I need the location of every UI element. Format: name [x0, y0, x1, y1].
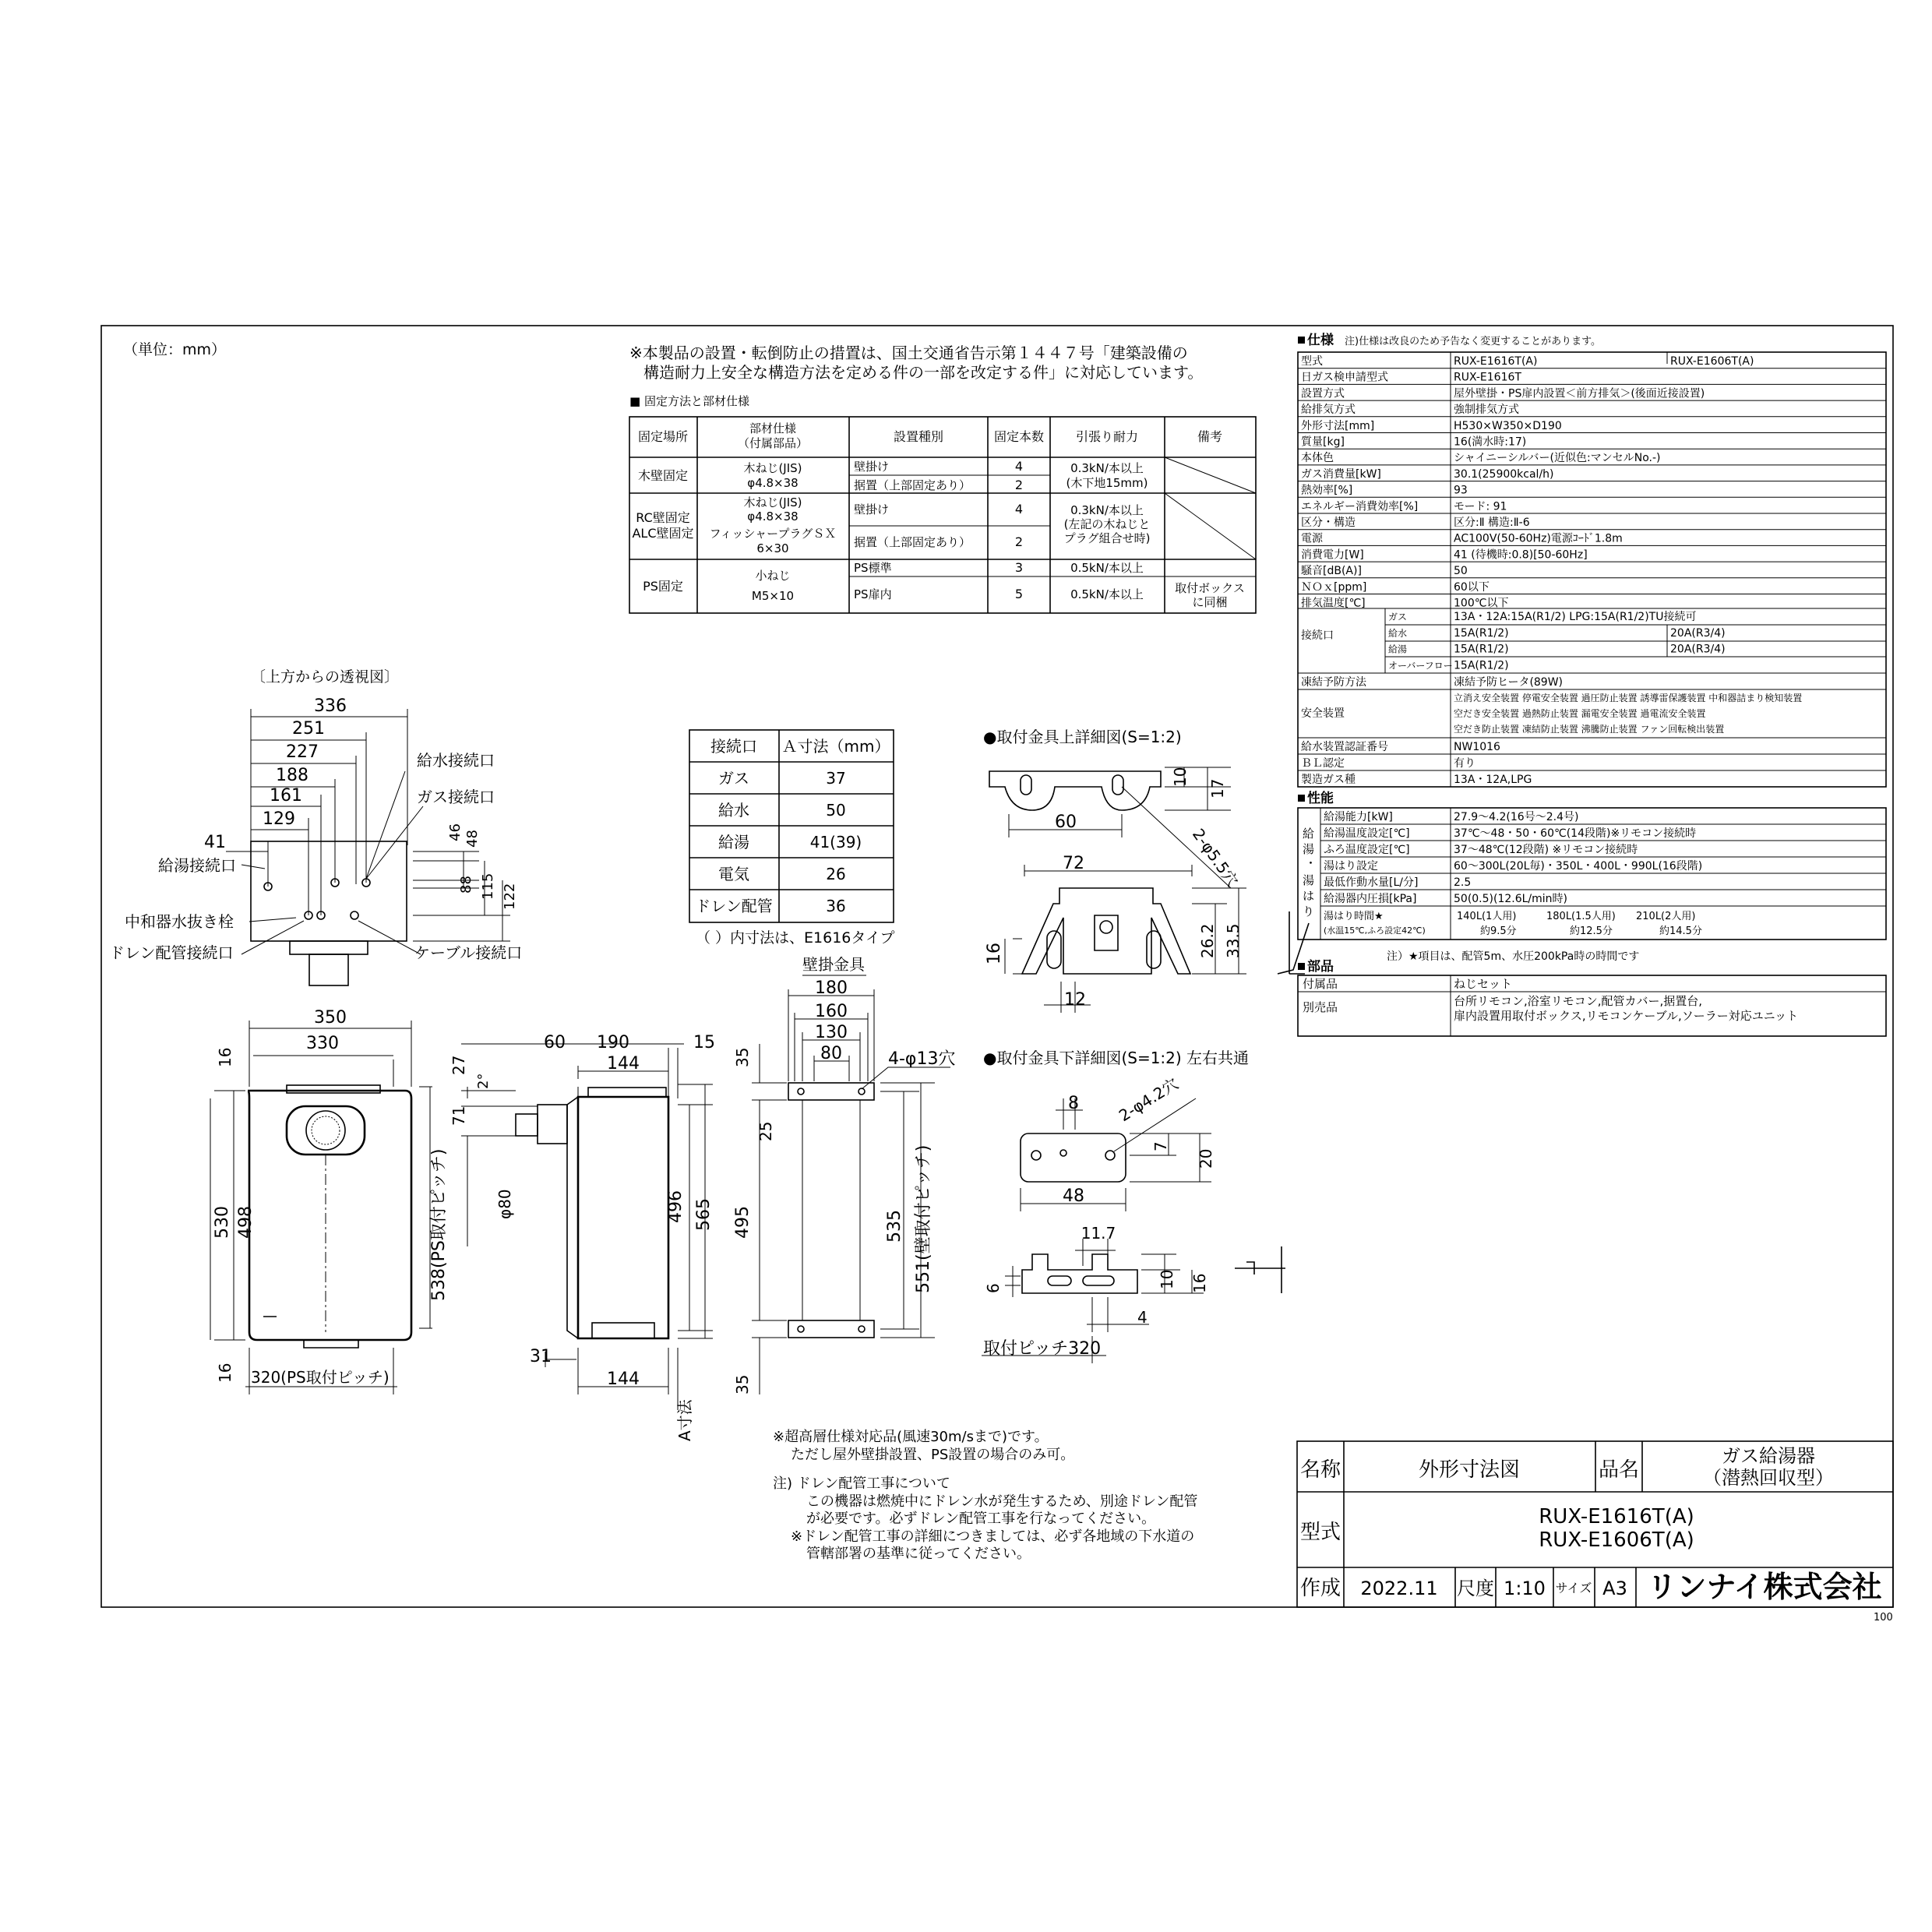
fix-table-title: ■ 固定方法と部材仕様	[629, 394, 749, 408]
spec-row-label: 騒音[dB(A)]	[1301, 565, 1362, 578]
svg-text:6: 6	[984, 1283, 1003, 1293]
svg-text:26: 26	[826, 865, 846, 883]
perf-row-value: 2.5	[1454, 876, 1472, 889]
svg-text:122: 122	[502, 883, 518, 910]
spec-row-value: 15A(R1/2)	[1454, 659, 1509, 672]
svg-text:60: 60	[544, 1033, 566, 1052]
svg-text:注) ドレン配管工事について: 注) ドレン配管工事について	[773, 1475, 950, 1492]
svg-text:湯: 湯	[1303, 842, 1315, 856]
svg-text:台所リモコン,浴室リモコン,配管カバー,据置台,: 台所リモコン,浴室リモコン,配管カバー,据置台,	[1454, 994, 1703, 1008]
svg-text:（潜熱回収型）: （潜熱回収型）	[1703, 1467, 1834, 1489]
perf-time-label: (水温15℃,ふろ設定42℃)	[1324, 925, 1426, 936]
title-block	[1297, 1441, 1893, 1607]
spec-row-value: RUX-E1616T(A)	[1454, 355, 1538, 368]
svg-text:中和器水抜き栓: 中和器水抜き栓	[125, 912, 234, 931]
perf-time-minutes: 約14.5分	[1659, 925, 1702, 937]
perf-time-minutes: 約9.5分	[1480, 925, 1517, 937]
svg-text:17: 17	[1208, 778, 1227, 799]
svg-text:35: 35	[733, 1374, 752, 1394]
svg-text:2°: 2°	[475, 1073, 492, 1089]
spec-row-value-alt: RUX-E1606T(A)	[1670, 355, 1754, 368]
svg-text:壁掛金具: 壁掛金具	[802, 955, 865, 974]
svg-text:（付属部品）: （付属部品）	[737, 436, 809, 450]
spec-row-value: 16(満水時:17)	[1454, 435, 1527, 449]
spec-row-value-alt: 20A(R3/4)	[1670, 643, 1726, 656]
svg-text:60: 60	[1055, 813, 1077, 832]
svg-text:498: 498	[236, 1206, 256, 1239]
svg-text:注）★項目は、配管5m、水圧200kPa時の時間です: 注）★項目は、配管5m、水圧200kPa時の時間です	[1387, 950, 1640, 963]
svg-text:接続口: 接続口	[710, 737, 757, 756]
svg-text:小ねじ: 小ねじ	[755, 569, 791, 583]
svg-text:フィッシャープラグＳＸ: フィッシャープラグＳＸ	[709, 527, 837, 541]
sheet-frame	[101, 326, 1893, 1607]
bottom-notes	[773, 1428, 1197, 1562]
svg-text:16: 16	[216, 1047, 234, 1067]
svg-text:※超高層仕様対応品(風速30m/sまで)です。: ※超高層仕様対応品(風速30m/sまで)です。	[773, 1429, 1049, 1445]
spec-row-label: 排気温度[℃]	[1301, 597, 1366, 610]
spec-row-label: 電源	[1301, 532, 1323, 545]
spec-row-label: 熱効率[%]	[1301, 484, 1353, 497]
svg-text:50: 50	[826, 801, 846, 820]
unit-note: （単位：mm）	[123, 341, 227, 358]
svg-text:3: 3	[1014, 560, 1024, 575]
svg-text:固定場所: 固定場所	[637, 429, 689, 444]
perf-row-value: 37～48℃(12段階) ※リモコン接続時	[1454, 844, 1638, 856]
spec-row-label: 製造ガス種	[1301, 774, 1356, 786]
lower-bracket-detail	[982, 1049, 1285, 1363]
spec-row-label: 型式	[1301, 355, 1323, 368]
svg-text:プラグ組合せ時): プラグ組合せ時)	[1063, 531, 1151, 545]
spec-row-value: 強制排気方式	[1454, 404, 1519, 417]
svg-text:木ねじ(JIS): 木ねじ(JIS)	[743, 461, 802, 475]
svg-text:10: 10	[1158, 1269, 1176, 1289]
spec-row-value: 41 (待機時:0.8)[50-60Hz]	[1454, 548, 1588, 562]
spec-safety-line: 空だき防止装置 凍結防止装置 沸騰防止装置 ファン回転検出装置	[1454, 724, 1725, 735]
perf-row-label: 湯はり設定	[1324, 860, 1378, 873]
svg-text:(左記の木ねじと: (左記の木ねじと	[1063, 517, 1151, 531]
spec-row-value-alt: 20A(R3/4)	[1670, 626, 1726, 640]
spec-row-value: RUX-E1616T	[1454, 371, 1521, 384]
svg-text:木ねじ(JIS): 木ねじ(JIS)	[743, 495, 802, 509]
svg-text:8: 8	[1068, 1094, 1079, 1113]
spec-row-value: 15A(R1/2)	[1454, 626, 1509, 640]
svg-text:取付ピッチ320: 取付ピッチ320	[983, 1339, 1102, 1359]
svg-text:16: 16	[216, 1363, 234, 1383]
svg-text:320(PS取付ピッチ): 320(PS取付ピッチ)	[251, 1368, 390, 1387]
svg-text:31: 31	[530, 1347, 552, 1366]
svg-text:496: 496	[666, 1190, 686, 1223]
svg-text:尺度: 尺度	[1457, 1578, 1494, 1599]
svg-text:88: 88	[458, 876, 474, 894]
svg-text:495: 495	[733, 1206, 753, 1239]
top-view	[109, 668, 522, 985]
svg-text:188: 188	[276, 766, 308, 785]
svg-text:サイズ: サイズ	[1555, 1581, 1592, 1595]
spec-row-value: 凍結予防ヒータ(89W)	[1454, 676, 1564, 689]
svg-text:設置種別: 設置種別	[893, 429, 944, 444]
svg-text:固定本数: 固定本数	[993, 429, 1045, 444]
spec-row-value: 屋外壁掛・PS扉内設置＜前方排気＞(後面近接設置)	[1454, 387, 1705, 400]
svg-text:引張り耐力: 引張り耐力	[1075, 429, 1139, 444]
spec-row-label: ＢＬ認定	[1301, 757, 1345, 770]
svg-text:535: 535	[885, 1210, 904, 1243]
svg-text:木壁固定: 木壁固定	[637, 468, 689, 483]
spec-row-value: 15A(R1/2)	[1454, 643, 1509, 656]
svg-text:4: 4	[1137, 1308, 1148, 1327]
svg-text:160: 160	[815, 1002, 848, 1021]
svg-text:33.5: 33.5	[1224, 923, 1243, 958]
svg-text:性能: 性能	[1307, 791, 1334, 806]
svg-text:が必要です。必ずドレン配管工事を行なってください。: が必要です。必ずドレン配管工事を行なってください。	[806, 1511, 1156, 1527]
spec-row-value: モード: 91	[1454, 500, 1507, 513]
svg-text:壁掛け: 壁掛け	[854, 460, 890, 474]
perf-row-label: ふろ温度設定[℃]	[1324, 844, 1410, 856]
svg-text:(木下地15mm): (木下地15mm)	[1066, 476, 1148, 490]
svg-text:RUX-E1606T(A): RUX-E1606T(A)	[1539, 1528, 1694, 1552]
perf-time-value: 210L(2人用)	[1636, 911, 1696, 922]
svg-text:ガス給湯器: ガス給湯器	[1722, 1445, 1815, 1467]
svg-text:給水接続口: 給水接続口	[417, 751, 495, 770]
perf-row-value: 37℃～48・50・60℃(14段階)※リモコン接続時	[1454, 827, 1697, 840]
svg-text:538(PS取付ピッチ): 538(PS取付ピッチ)	[429, 1148, 449, 1301]
spec-row-label: 消費電力[W]	[1301, 548, 1364, 562]
spec-row-value: 93	[1454, 484, 1468, 497]
perf-row-value: 50(0.5)(12.6L/min時)	[1454, 893, 1568, 905]
svg-text:PS標準: PS標準	[854, 561, 892, 575]
svg-text:ガス接続口: ガス接続口	[417, 788, 495, 806]
svg-text:電気: 電気	[718, 865, 749, 883]
svg-text:●取付金具上詳細図(S=1:2): ●取付金具上詳細図(S=1:2)	[983, 728, 1182, 746]
svg-text:外形寸法図: 外形寸法図	[1418, 1458, 1521, 1482]
svg-text:0.5kN/本以上: 0.5kN/本以上	[1070, 561, 1144, 575]
perf-row-label: 給湯器内圧損[kPa]	[1324, 893, 1417, 905]
svg-text:2: 2	[1014, 478, 1024, 492]
svg-text:35: 35	[733, 1047, 752, 1067]
spec-row-label: 区分・構造	[1301, 516, 1356, 529]
svg-text:給: 給	[1303, 827, 1315, 841]
svg-text:4: 4	[1014, 502, 1024, 516]
perf-row-value: 27.9～4.2(16号～2.4号)	[1454, 811, 1579, 823]
svg-text:名称: 名称	[1299, 1458, 1341, 1482]
svg-text:この機器は燃焼中にドレン水が発生するため、別途ドレン配管: この機器は燃焼中にドレン水が発生するため、別途ドレン配管	[806, 1493, 1198, 1510]
spec-row-value: 100℃以下	[1454, 597, 1509, 610]
svg-text:0.3kN/本以上: 0.3kN/本以上	[1070, 503, 1144, 517]
spec-row-label: ガス消費量[kW]	[1301, 467, 1381, 481]
svg-text:46: 46	[447, 823, 464, 841]
svg-text:2022.11: 2022.11	[1360, 1578, 1438, 1599]
svg-text:36: 36	[826, 897, 846, 915]
svg-text:72: 72	[1063, 854, 1084, 873]
spec-row-label: 給排気方式	[1301, 404, 1356, 417]
svg-text:注)仕様は改良のため予告なく変更することがあります。: 注)仕様は改良のため予告なく変更することがあります。	[1345, 336, 1602, 347]
perf-row-label: 給湯温度設定[℃]	[1324, 827, 1410, 840]
svg-text:27: 27	[450, 1055, 468, 1075]
spec-row-label: 安全装置	[1301, 707, 1345, 720]
svg-text:は: は	[1303, 889, 1315, 903]
spec-safety-line: 立消え安全装置 停電安全装置 過圧防止装置 誘導雷保護装置 中和器詰まり検知装置	[1454, 693, 1803, 703]
svg-text:350: 350	[314, 1008, 347, 1028]
spec-table	[1298, 352, 1886, 787]
spec-connect-label: ガス	[1388, 612, 1408, 622]
svg-text:565: 565	[694, 1198, 714, 1231]
fixing-section	[629, 344, 1256, 613]
svg-text:180: 180	[815, 978, 848, 998]
svg-text:部品: 部品	[1307, 959, 1334, 975]
svg-text:給水: 給水	[718, 801, 749, 820]
side-view	[450, 1033, 715, 1441]
corner-code: 100	[1874, 1612, 1893, 1624]
svg-text:φ4.8×38: φ4.8×38	[747, 476, 799, 490]
svg-text:ガス: ガス	[718, 769, 749, 788]
spec-row-value: 60以下	[1454, 580, 1490, 594]
spec-row-label: 質量[kg]	[1301, 435, 1345, 449]
svg-text:336: 336	[314, 696, 347, 716]
perf-row-label: 給湯能力[kW]	[1324, 811, 1393, 823]
svg-text:25: 25	[756, 1121, 775, 1141]
svg-text:130: 130	[815, 1023, 848, 1042]
svg-text:※ドレン配管工事の詳細につきましては、必ず各地域の下水道の: ※ドレン配管工事の詳細につきましては、必ず各地域の下水道の	[791, 1528, 1195, 1545]
svg-text:壁掛け: 壁掛け	[854, 502, 890, 516]
svg-text:144: 144	[607, 1370, 640, 1389]
wall-bracket-view	[733, 955, 955, 1394]
svg-text:別売品: 別売品	[1303, 1000, 1338, 1014]
svg-text:据置（上部固定あり）: 据置（上部固定あり）	[854, 535, 971, 549]
svg-text:●取付金具下詳細図(S=1:2) 左右共通: ●取付金具下詳細図(S=1:2) 左右共通	[983, 1049, 1250, 1067]
spec-row-value: シャイニーシルバー(近似色:マンセルNo.-)	[1454, 452, 1661, 465]
parts-section	[1298, 958, 1886, 1036]
svg-text:・: ・	[1305, 856, 1317, 870]
spec-connect-label: 給湯	[1388, 643, 1408, 655]
svg-text:11.7: 11.7	[1081, 1224, 1116, 1243]
svg-text:ALC壁固定: ALC壁固定	[632, 526, 694, 541]
spec-row-value: AC100V(50-60Hz)電源ｺｰﾄﾞ1.8m	[1454, 532, 1623, 545]
svg-text:φ80: φ80	[495, 1189, 514, 1219]
svg-text:6×30: 6×30	[756, 541, 789, 555]
svg-text:251: 251	[292, 719, 325, 739]
perf-time-value: 180L(1.5人用)	[1546, 911, 1616, 922]
svg-text:φ4.8×38: φ4.8×38	[747, 509, 799, 524]
svg-text:作成: 作成	[1299, 1577, 1341, 1600]
spec-row-label: 給水装置認証番号	[1301, 741, 1388, 753]
svg-text:湯: 湯	[1303, 873, 1315, 887]
svg-text:RC壁固定: RC壁固定	[636, 510, 690, 525]
svg-text:ケーブル接続口: ケーブル接続口	[414, 943, 523, 962]
svg-text:品名: 品名	[1598, 1458, 1640, 1482]
svg-text:RUX-E1616T(A): RUX-E1616T(A)	[1539, 1505, 1694, 1528]
svg-text:ドレン配管: ドレン配管	[695, 897, 773, 915]
company-name: リンナイ株式会社	[1647, 1570, 1882, 1604]
svg-text:に同梱: に同梱	[1192, 595, 1228, 609]
spec-row-value: 有り	[1454, 757, 1475, 770]
svg-text:管轄部署の基準に従ってください。: 管轄部署の基準に従ってください。	[806, 1546, 1031, 1562]
spec-row-label: ＮＯｘ[ppm]	[1301, 580, 1367, 594]
svg-text:80: 80	[820, 1044, 842, 1063]
spec-row-value: H530×W350×D190	[1454, 419, 1562, 432]
svg-text:4: 4	[1014, 459, 1024, 474]
svg-text:41: 41	[204, 833, 226, 852]
upper-bracket-detail	[983, 728, 1309, 1013]
notice-line2: 構造耐力上安全な構造方法を定める件の一部を改定する件」に対応しています。	[643, 363, 1204, 382]
svg-text:付属品: 付属品	[1303, 977, 1338, 991]
svg-text:15: 15	[693, 1033, 715, 1052]
spec-row-value: 30.1(25900kcal/h)	[1454, 467, 1554, 481]
svg-text:〔上方からの透視図〕: 〔上方からの透視図〕	[251, 668, 400, 686]
svg-text:551(壁取付ピッチ): 551(壁取付ピッチ)	[914, 1144, 933, 1293]
svg-text:161: 161	[270, 786, 302, 806]
spec-row-value: 50	[1454, 565, 1468, 578]
svg-text:型式: 型式	[1299, 1521, 1341, 1544]
svg-text:取付ボックス: 取付ボックス	[1175, 581, 1245, 595]
svg-text:0.5kN/本以上: 0.5kN/本以上	[1070, 587, 1144, 601]
svg-text:ドレン配管接続口: ドレン配管接続口	[109, 943, 234, 962]
svg-text:129: 129	[263, 809, 295, 829]
spec-row-label: 本体色	[1301, 452, 1334, 465]
spec-connect-label: 給水	[1388, 627, 1408, 639]
svg-text:給湯: 給湯	[718, 833, 749, 851]
svg-text:ねじセット: ねじセット	[1454, 977, 1513, 991]
spec-row-label: 日ガス検申請型式	[1301, 371, 1388, 384]
a-dimension-table	[689, 730, 894, 947]
spec-row-value: 区分:Ⅱ 構造:Ⅱ-6	[1454, 516, 1530, 529]
svg-text:16: 16	[985, 943, 1004, 964]
svg-text:26.2: 26.2	[1198, 923, 1217, 958]
perf-time-label: 湯はり時間★	[1324, 911, 1384, 922]
svg-text:330: 330	[306, 1034, 339, 1053]
svg-text:7: 7	[1151, 1141, 1170, 1151]
spec-row-value: NW1016	[1454, 741, 1500, 753]
svg-text:227: 227	[286, 742, 319, 762]
svg-text:0.3kN/本以上: 0.3kN/本以上	[1070, 461, 1144, 475]
svg-text:530: 530	[213, 1206, 232, 1239]
svg-text:給湯接続口: 給湯接続口	[158, 856, 236, 875]
svg-text:115: 115	[480, 873, 496, 900]
svg-text:37: 37	[826, 769, 846, 788]
svg-text:PS固定: PS固定	[643, 579, 683, 594]
spec-row-label: エネルギー消費効率[%]	[1301, 500, 1419, 513]
svg-text:据置（上部固定あり）: 据置（上部固定あり）	[854, 478, 971, 492]
perf-row-value: 60～300L(20L毎)・350L・400L・990L(16段階)	[1454, 860, 1703, 873]
svg-text:48: 48	[1063, 1186, 1084, 1206]
svg-text:144: 144	[607, 1054, 640, 1074]
svg-text:（ ）内寸法は、E1616タイプ: （ ）内寸法は、E1616タイプ	[696, 929, 895, 947]
svg-text:A寸法: A寸法	[675, 1399, 694, 1441]
svg-text:A3: A3	[1602, 1578, 1627, 1599]
svg-text:PS扉内: PS扉内	[854, 587, 892, 601]
perf-time-value: 140L(1人用)	[1457, 911, 1517, 922]
spec-row-label: 凍結予防方法	[1301, 676, 1366, 689]
svg-text:仕様: 仕様	[1307, 333, 1334, 348]
front-view	[210, 1008, 449, 1394]
spec-row-value: 13A・12A:15A(R1/2) LPG:15A(R1/2)TU接続可	[1454, 611, 1697, 623]
svg-text:部材仕様: 部材仕様	[749, 421, 797, 435]
svg-text:2: 2	[1014, 534, 1024, 549]
svg-text:M5×10: M5×10	[751, 589, 795, 603]
perf-time-minutes: 約12.5分	[1570, 925, 1613, 937]
spec-safety-line: 空だき安全装置 過熱防止装置 漏電安全装置 過電流安全装置	[1454, 708, 1706, 719]
svg-text:5: 5	[1014, 587, 1024, 601]
svg-text:71: 71	[450, 1105, 468, 1126]
svg-text:16: 16	[1190, 1273, 1209, 1293]
svg-text:190: 190	[597, 1033, 629, 1052]
spec-connect-label: オーバーフロー	[1388, 660, 1453, 672]
svg-text:2-φ5.5穴: 2-φ5.5穴	[1188, 825, 1243, 890]
fixing-table	[629, 417, 1256, 613]
svg-text:10: 10	[1171, 767, 1190, 787]
svg-text:1:10: 1:10	[1504, 1578, 1546, 1599]
perf-row-label: 最低作動水量[L/分]	[1324, 876, 1419, 889]
spec-row-value: 13A・12A,LPG	[1454, 774, 1532, 786]
spec-row-label: 外形寸法[mm]	[1301, 419, 1375, 432]
svg-text:備考: 備考	[1197, 429, 1223, 444]
svg-text:12: 12	[1064, 990, 1086, 1010]
svg-text:4-φ13穴: 4-φ13穴	[888, 1049, 956, 1069]
svg-text:2-φ4.2穴: 2-φ4.2穴	[1115, 1074, 1182, 1126]
notice-line1: ※本製品の設置・転倒防止の措置は、国土交通省告示第１４４７号「建築設備の	[629, 344, 1188, 362]
svg-text:ただし屋外壁掛設置、PS設置の場合のみ可。: ただし屋外壁掛設置、PS設置の場合のみ可。	[791, 1447, 1075, 1463]
svg-text:り: り	[1303, 904, 1315, 918]
svg-text:48: 48	[464, 830, 481, 848]
svg-text:41(39): 41(39)	[809, 833, 862, 851]
svg-text:20: 20	[1197, 1148, 1215, 1169]
spec-row-label: 接続口	[1301, 629, 1334, 642]
svg-text:Ａ寸法（mm）: Ａ寸法（mm）	[781, 737, 890, 756]
spec-row-label: 設置方式	[1301, 387, 1345, 400]
svg-text:扉内設置用取付ボックス,リモコンケーブル,ソーラー対応ユニッ: 扉内設置用取付ボックス,リモコンケーブル,ソーラー対応ユニット	[1454, 1009, 1799, 1023]
